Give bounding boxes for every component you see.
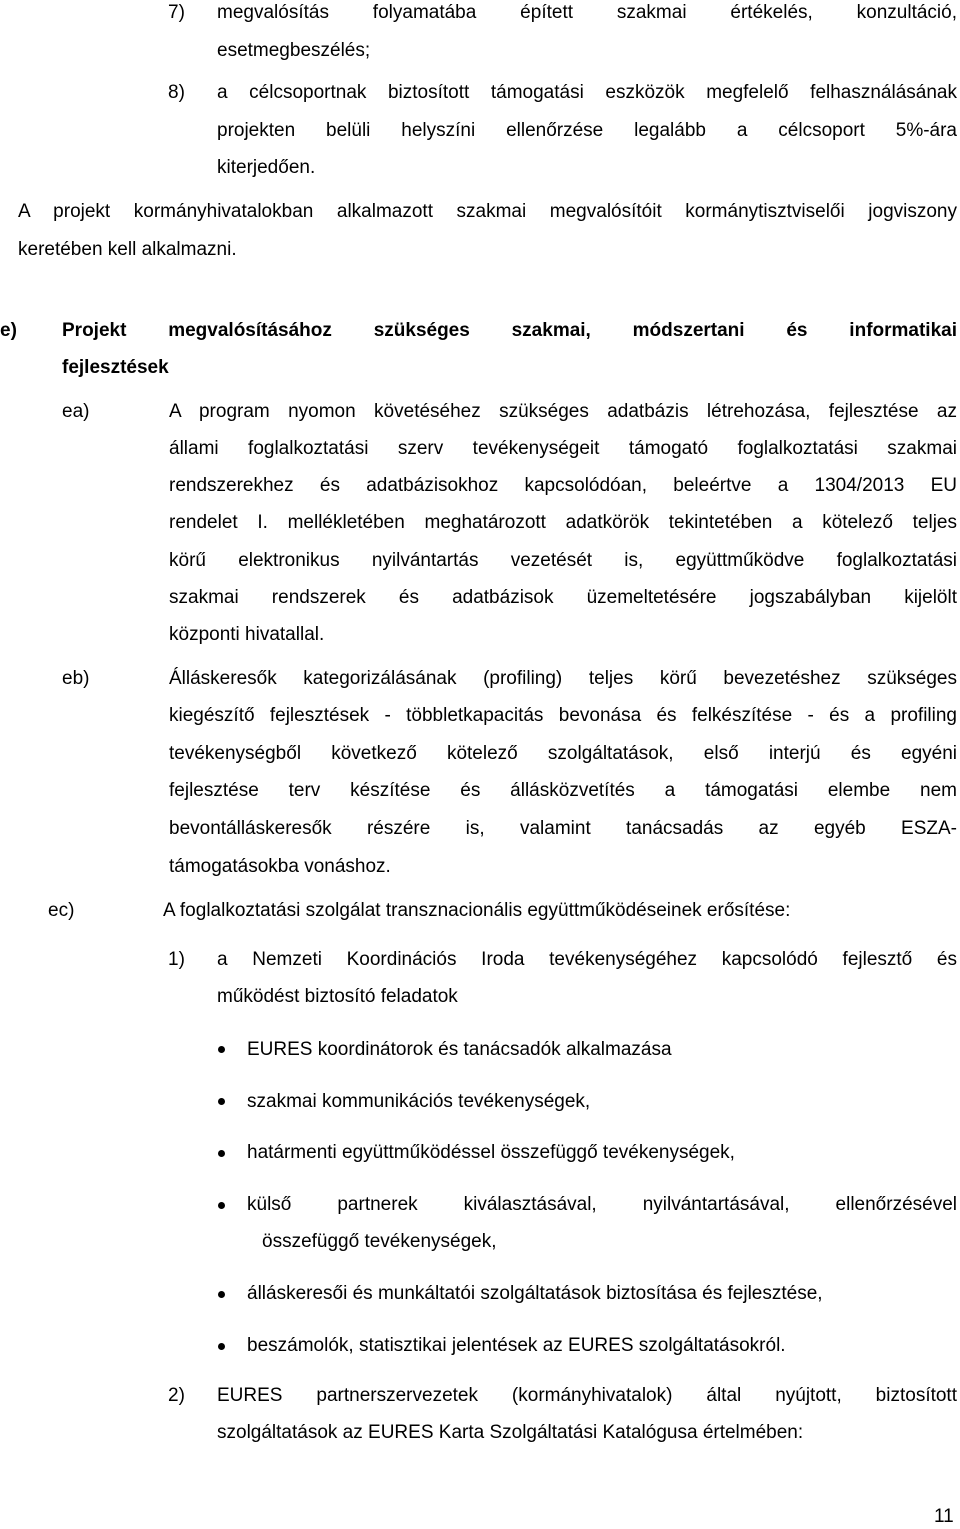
bullet-icon <box>218 1202 225 1209</box>
subsection-label: ea) <box>62 401 90 422</box>
subsection-line: Álláskeresők kategorizálásának (profiling) teljes körű bevezetéshez szükséges <box>169 668 957 689</box>
subsection-line: rendelet I. mellékletében meghatározott adatkörök tekintetében a kötelező teljes <box>169 512 957 533</box>
subsection-line: kiegészítő fejlesztések - többletkapacitás bevonása és felkészítése - és a profiling <box>169 705 957 726</box>
list-number: 8) <box>168 82 185 103</box>
page-number: 11 <box>934 1506 954 1527</box>
list-item-line: esetmegbeszélés; <box>217 40 371 61</box>
list-number: 1) <box>168 949 185 970</box>
bullet-icon <box>218 1343 225 1350</box>
bullet-item-line: összefüggő tevékenységek, <box>262 1231 497 1252</box>
list-item-line: a célcsoportnak biztosított támogatási eszközök megfelelő felhasználásának <box>217 82 957 103</box>
bullet-item-line: EURES koordinátorok és tanácsadók alkalmazása <box>247 1039 672 1060</box>
list-item-line: megvalósítás folyamatába épített szakmai értékelés, konzultáció, <box>217 2 957 23</box>
list-item-line: működést biztosító feladatok <box>217 986 458 1007</box>
paragraph-line: A projekt kormányhivatalokban alkalmazott szakmai megvalósítóit kormánytisztviselői jogviszony <box>18 201 957 222</box>
section-title: Projekt megvalósításához szükséges szakmai, módszertani és informatikai <box>62 320 957 341</box>
list-item-line: kiterjedően. <box>217 157 316 178</box>
bullet-item-line: beszámolók, statisztikai jelentések az EURES szolgáltatásokról. <box>247 1335 786 1356</box>
list-number: 2) <box>168 1385 185 1406</box>
subsection-line: tevékenységből következő kötelező szolgáltatások, első interjú és egyéni <box>169 743 957 764</box>
subsection-line: támogatásokba vonáshoz. <box>169 856 391 877</box>
list-item-line: EURES partnerszervezetek (kormányhivatalok) által nyújtott, biztosított <box>217 1385 957 1406</box>
list-item-line: a Nemzeti Koordinációs Iroda tevékenységéhez kapcsolódó fejlesztő és <box>217 949 957 970</box>
bullet-item-line: külső partnerek kiválasztásával, nyilvántartásával, ellenőrzésével <box>247 1194 957 1215</box>
subsection-line: szakmai rendszerek és adatbázisok üzemeltetésére jogszabályban kijelölt <box>169 587 957 608</box>
subsection-label: ec) <box>48 900 75 921</box>
subsection-line: rendszerekhez és adatbázisokhoz kapcsolódóan, beleértve a 1304/2013 EU <box>169 475 957 496</box>
subsection-label: eb) <box>62 668 90 689</box>
list-item-line: projekten belüli helyszíni ellenőrzése legalább a célcsoport 5%-ára <box>217 120 957 141</box>
section-title: fejlesztések <box>62 357 169 378</box>
list-item-line: szolgáltatások az EURES Karta Szolgáltatási Katalógusa értelmében: <box>217 1422 804 1443</box>
bullet-icon <box>218 1098 225 1105</box>
bullet-icon <box>218 1150 225 1157</box>
subsection-line: körű elektronikus nyilvántartás vezetését is, együttműködve foglalkoztatási <box>169 550 957 571</box>
list-number: 7) <box>168 2 185 23</box>
section-label: e) <box>0 320 17 341</box>
subsection-line: fejlesztése terv készítése és állásközvetítés a támogatási elembe nem <box>169 780 957 801</box>
bullet-item-line: álláskeresői és munkáltatói szolgáltatások biztosítása és fejlesztése, <box>247 1283 823 1304</box>
bullet-icon <box>218 1291 225 1298</box>
subsection-line: A foglalkoztatási szolgálat transznacionális együttműködéseinek erősítése: <box>163 900 791 921</box>
subsection-line: állami foglalkoztatási szerv tevékenységeit támogató foglalkoztatási szakmai <box>169 438 957 459</box>
subsection-line: A program nyomon követéséhez szükséges adatbázis létrehozása, fejlesztése az <box>169 401 957 422</box>
paragraph-line: keretében kell alkalmazni. <box>18 239 237 260</box>
subsection-line: központi hivatallal. <box>169 624 325 645</box>
bullet-icon <box>218 1046 225 1053</box>
subsection-line: bevontálláskeresők részére is, valamint tanácsadás az egyéb ESZA- <box>169 818 957 839</box>
bullet-item-line: határmenti együttműködéssel összefüggő tevékenységek, <box>247 1142 735 1163</box>
bullet-item-line: szakmai kommunikációs tevékenységek, <box>247 1091 591 1112</box>
